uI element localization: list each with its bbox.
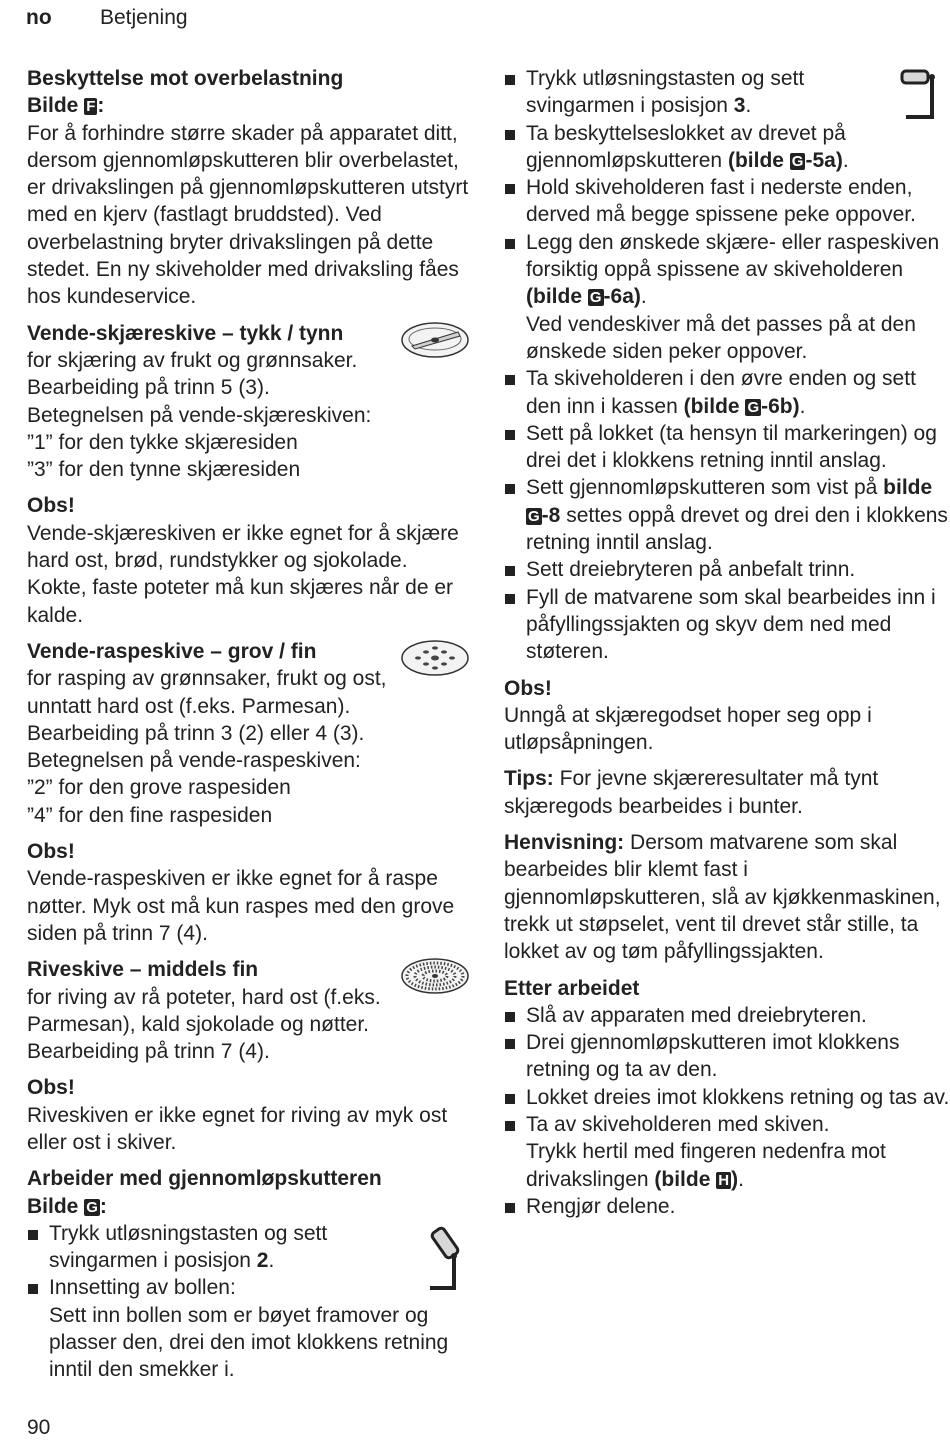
figure-reference-heading bbox=[27, 92, 472, 119]
text-line: ”3” for den tynne skjæresiden bbox=[27, 458, 301, 482]
list-item: Trykk utløsningstasten og sett svingarmen i posisjon 2. bbox=[27, 1220, 472, 1275]
heading-colon: : bbox=[97, 94, 105, 118]
text-line: ”2” for den grove raspesiden bbox=[27, 776, 291, 800]
text-line: Bearbeiding på trinn 7 (4). bbox=[27, 1040, 270, 1064]
bullet-list bbox=[504, 1002, 950, 1220]
list-item: Ta av skiveholderen med skiven. Trykk hertil med fingeren nedenfra mot drivakslingen (bilde H). bbox=[504, 1111, 950, 1193]
section-heading: Beskyttelse mot overbelastning bbox=[27, 67, 344, 90]
caution-note bbox=[27, 492, 472, 628]
caution-heading: Obs! bbox=[27, 494, 75, 518]
figure-letter-box: H bbox=[718, 1171, 730, 1189]
reversible-slicing-disc-section bbox=[27, 320, 472, 484]
caution-note bbox=[27, 838, 472, 947]
list-item: Rengjør delene. bbox=[504, 1193, 950, 1220]
list-item: Ta skiveholderen i den øvre enden og sett den inn i kassen (bilde G-6b). bbox=[504, 365, 950, 420]
text-line: for riving av rå poteter, hard ost (f.eks. Parmesan), kald sjokolade og nøtter. bbox=[27, 985, 381, 1036]
section-heading: Riveskive – middels fin bbox=[27, 958, 259, 982]
text-line: Bearbeiding på trinn 3 (2) eller 4 (3). bbox=[27, 721, 365, 745]
list-item: Slå av apparaten med dreiebryteren. bbox=[504, 1002, 950, 1029]
figure-letter-box: F bbox=[86, 98, 96, 116]
left-column bbox=[27, 65, 472, 1384]
list-item: Hold skiveholderen fast i nederste enden, derved må begge spissene peke oppover. bbox=[504, 174, 950, 229]
text-line: ”1” for den tykke skjæresiden bbox=[27, 430, 298, 454]
slicing-disc-illustration bbox=[400, 320, 472, 360]
working-with-slicer-section bbox=[27, 1165, 472, 1383]
list-item: Drei gjennomløpskutteren imot klokkens retning og ta av den. bbox=[504, 1029, 950, 1084]
note-paragraph: Henvisning: Dersom matvarene som skal bearbeides blir klemt fast i gjennomløpskutteren, slå av kjøkkenmaskinen, trekk ut støpselet, vent til drevet står stille, ta lokket av og tøm påfyllingssjakten. bbox=[504, 831, 941, 964]
bullet-list bbox=[27, 1220, 472, 1384]
paragraph: Vende-raspeskiven er ikke egnet for å raspe nøtter. Myk ost må kun raspes med den grove siden på trinn 7 (4). bbox=[27, 867, 455, 945]
grating-disc-illustration bbox=[400, 956, 472, 996]
paragraph: Vende-skjæreskiven er ikke egnet for å skjære hard ost, brød, rundstykker og sjokolade. Kokte, faste poteter må kun skjæres når de er kalde. bbox=[27, 521, 459, 627]
paragraph: For å forhindre større skader på apparatet ditt, dersom gjennomløpskutteren blir overbelastet, er drivakslingen på gjennomløpskutteren utstyrt med en kjerv (fastlagt bruddsted). Ved overbelastning bryter drivakslingen på dette stedet. En ny skiveholder med drivaksling fåes hos kundeservice. bbox=[27, 121, 469, 309]
figure-letter-box: G bbox=[791, 152, 804, 170]
heading-colon: : bbox=[99, 1194, 107, 1218]
list-item: Fyll de matvarene som skal bearbeides inn i påfyllingssjakten og skyv dem ned med støteren. bbox=[504, 584, 950, 666]
language-code: no bbox=[26, 6, 52, 29]
after-work-section bbox=[504, 975, 950, 1221]
section-heading: Vende-skjæreskive – tykk / tynn bbox=[27, 321, 344, 345]
section-heading: Vende-raspeskive – grov / fin bbox=[27, 639, 317, 663]
list-item: Ta beskyttelseslokket av drevet på gjennomløpskutteren (bilde G-5a). bbox=[504, 120, 950, 175]
page-number: 90 bbox=[27, 1416, 51, 1439]
shredding-disc-illustration bbox=[400, 638, 472, 678]
text-line: Bearbeiding på trinn 5 (3). bbox=[27, 376, 270, 400]
figure-letter-box: G bbox=[589, 289, 602, 307]
caution-heading: Obs! bbox=[504, 676, 552, 700]
text-line: Betegnelsen på vende-skjæreskiven: bbox=[27, 403, 372, 427]
figure-prefix: Bilde bbox=[27, 94, 85, 118]
caution-heading: Obs! bbox=[27, 840, 75, 864]
text-line: Betegnelsen på vende-raspeskiven: bbox=[27, 749, 361, 773]
figure-letter-box: G bbox=[528, 507, 540, 525]
right-column bbox=[504, 65, 950, 1220]
caution-heading: Obs! bbox=[27, 1076, 75, 1100]
reversible-shredding-disc-section bbox=[27, 638, 472, 829]
tip-paragraph: Tips: For jevne skjæreresultater må tynt skjæregods bearbeides i bunter. bbox=[504, 767, 879, 818]
figure-prefix: Bilde bbox=[27, 1194, 85, 1218]
paragraph: Riveskiven er ikke egnet for riving av myk ost eller ost i skiver. bbox=[27, 1103, 448, 1154]
list-item: Innsetting av bollen: Sett inn bollen som er bøyet framover og plasser den, drei den imot klokkens retning inntil den smekker i. bbox=[27, 1274, 472, 1383]
text-line: for rasping av grønnsaker, frukt og ost, unntatt hard ost (f.eks. Parmesan). bbox=[27, 667, 387, 718]
text-line: ”4” for den fine raspesiden bbox=[27, 803, 273, 827]
section-heading: Arbeider med gjennomløpskutteren bbox=[27, 1167, 382, 1191]
list-item: Sett dreiebryteren på anbefalt trinn. bbox=[504, 556, 950, 583]
overload-protection-section bbox=[27, 65, 472, 311]
list-item: Legg den ønskede skjære- eller raspeskiven forsiktig oppå spissene av skiveholderen (bilde G-6a). Ved vendeskiver må det passes på at den ønskede siden peker oppover. bbox=[504, 229, 950, 365]
bullet-list bbox=[504, 65, 950, 666]
figure-letter-box: G bbox=[747, 398, 760, 416]
page-header-title: Betjening bbox=[100, 6, 188, 29]
figure-reference-heading bbox=[27, 1193, 472, 1220]
text-line: for skjæring av frukt og grønnsaker. bbox=[27, 348, 358, 372]
list-item: Sett på lokket (ta hensyn til markeringen) og drei det i klokkens retning inntil anslag. bbox=[504, 420, 950, 475]
paragraph: Unngå at skjæregodset hoper seg opp i utløpsåpningen. bbox=[504, 703, 872, 755]
grating-disc-section bbox=[27, 956, 472, 1065]
list-item: Sett gjennomløpskutteren som vist på bilde G-8 settes oppå drevet og drei den i klokkens retning inntil anslag. bbox=[504, 474, 950, 556]
caution-note bbox=[27, 1074, 472, 1156]
figure-letter-box: G bbox=[86, 1198, 98, 1216]
section-heading: Etter arbeidet bbox=[504, 976, 640, 1000]
caution-note bbox=[504, 675, 950, 757]
list-item: Trykk utløsningstasten og sett svingarmen i posisjon 3. bbox=[504, 65, 950, 120]
list-item: Lokket dreies imot klokkens retning og tas av. bbox=[504, 1084, 950, 1111]
